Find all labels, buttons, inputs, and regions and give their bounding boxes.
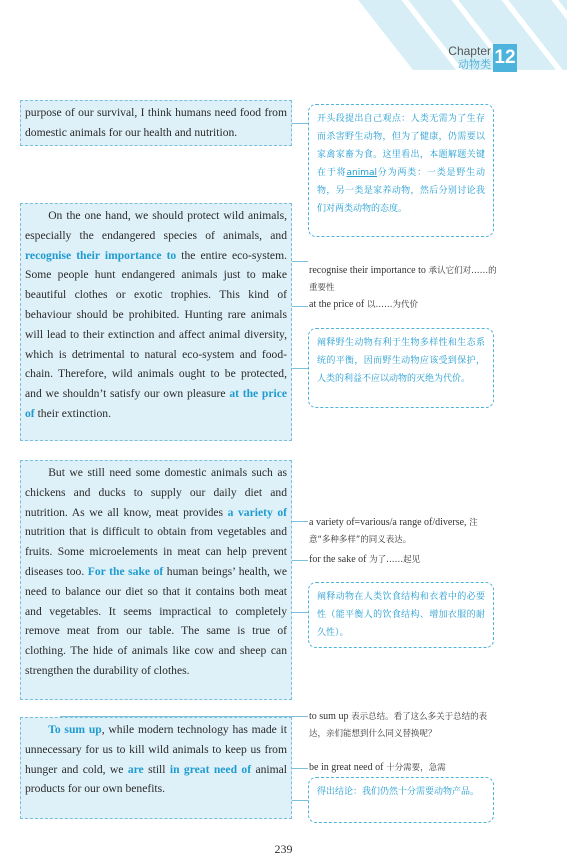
highlight-phrase: recognise their importance to: [25, 248, 177, 262]
annotation-note-3: 阐释动物在人类饮食结构和衣着中的必要性（能平衡人的饮食结构、增加衣服的耐久性）。: [308, 582, 494, 648]
connector-line: [292, 768, 308, 769]
annotation-note-2: 阐释野生动物有利于生物多样性和生态系统的平衡，因而野生动物应该受到保护，人类的利益不应以动物的灭绝为代价。: [308, 328, 494, 408]
connector-line: [60, 716, 308, 717]
essay-paragraph-4: [20, 717, 292, 819]
connector-line: [292, 123, 308, 124]
chapter-heading: [448, 44, 491, 72]
vocab-gloss-2: at the price of 以……为代价: [309, 299, 418, 310]
highlight-phrase: a variety of: [227, 505, 287, 519]
vocab-gloss-3: a variety of=various/a range of/diverse, 注意“多种多样”的同义表达。: [309, 517, 478, 545]
connector-line: [292, 261, 308, 262]
chapter-number-badge: 12: [493, 44, 517, 72]
vocab-gloss-4: for the sake of 为了……起见: [309, 554, 421, 565]
connector-line: [292, 560, 308, 561]
essay-paragraph-1: [20, 100, 292, 146]
page-number: 239: [274, 842, 293, 856]
annotation-note-1: 开头段提出自己观点：人类无需为了生存而杀害野生动物，但为了健康，仍需要以家禽家畜为食。这里看出，本题解题关键在于将animal分为两类：一类是野生动物，另一类是家养动物，然后分别讨论我们对两类动物的态度。: [308, 104, 494, 237]
vocab-gloss-6: be in great need of 十分需要，急需: [309, 762, 446, 773]
highlight-phrase: are: [127, 762, 144, 776]
chapter-subtitle: 动物类: [458, 58, 491, 71]
essay-paragraph-3: [20, 460, 292, 700]
annotation-note-4: 得出结论：我们仍然十分需要动物产品。: [308, 777, 494, 823]
chapter-label: Chapter: [448, 44, 491, 58]
header-decoration: [267, 0, 567, 70]
paragraph-text: purpose of our survival, I think humans need food from domestic animals for our health and nutrition.: [25, 106, 287, 139]
vocab-gloss-1: recognise their importance to 承认它们对……的重要性: [309, 265, 497, 293]
connector-line: [292, 306, 308, 307]
paragraph-text: But we still need some domestic animals such as chickens and ducks to supply our daily diet and nutrition. As we all know, meat provides a variety of nutrition that is difficult to obtain from vegetables and fruits. Some microelements in meat can help prevent diseases too. For the sake of human beings’ health, we need to balance our diet so that it contains both meat and vegetables. It seems impractical to completely remove meat from our table. The same is true of clothing. The hide of animals like cow and sheep can strengthen the durability of clothes.: [25, 466, 287, 677]
paragraph-text: On the one hand, we should protect wild animals, especially the endangered species of animals, and recognise their importance to the entire eco-system. Some people hunt endangered animals just to make beautiful clothes or exotic trophies. This kind of behaviour should be prohibited. Hunting rare animals will lead to their extinction and affect animal diversity, which is detrimental to natural eco-system and food-chain. Therefore, wild animals ought to be protected, and we shouldn’t satisfy our own pleasure at the price of their extinction.: [25, 209, 287, 420]
connector-line: [292, 521, 308, 522]
highlight-phrase: To sum up: [48, 723, 102, 736]
paragraph-text: To sum up, while modern technology has made it unnecessary for us to kill wild animals to keep us from hunger and cold, we are still in great need of animal products for our own benefits.: [25, 723, 288, 796]
connector-line: [292, 612, 308, 613]
vocab-gloss-5: to sum up 表示总结。看了这么多关于总结的表达，亲们能想到什么同义替换呢？: [309, 711, 488, 739]
essay-paragraph-2: [20, 203, 292, 441]
highlight-phrase: at the price of: [25, 387, 287, 420]
connector-line: [292, 368, 308, 369]
connector-line: [292, 800, 308, 801]
highlight-phrase: For the sake of: [87, 564, 164, 578]
highlight-phrase: in great need of: [169, 762, 252, 776]
